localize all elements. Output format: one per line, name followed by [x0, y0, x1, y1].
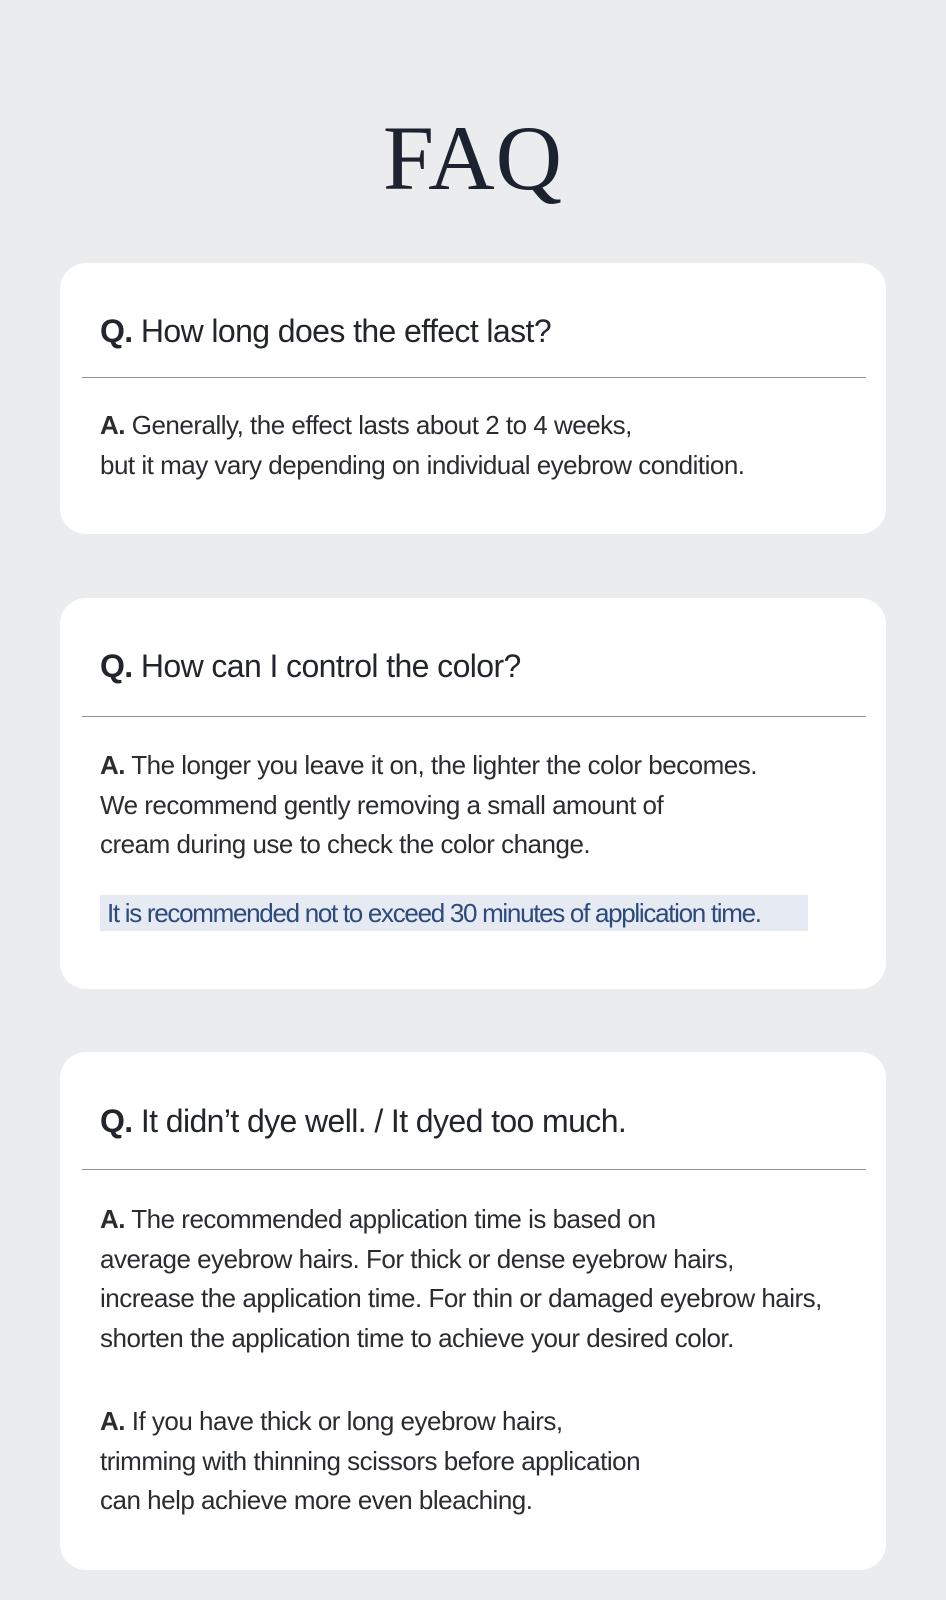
answer-line: shorten the application time to achieve your desired color. [100, 1322, 734, 1353]
answer-line [100, 1402, 866, 1442]
question-text: How long does the effect last? [132, 313, 552, 349]
page-title: FAQ [382, 107, 564, 209]
faq-card-dye-result [60, 1052, 886, 1570]
answer-text: The recommended application time is based on [125, 1204, 656, 1234]
faq-answer [100, 406, 866, 485]
faq-question [100, 1101, 866, 1141]
answer-line [100, 746, 866, 786]
faq-card-effect-duration [60, 263, 886, 534]
answer-line: can help achieve more even bleaching. [100, 1485, 533, 1515]
question-prefix: Q. [100, 648, 133, 684]
divider [82, 377, 866, 378]
faq-card-color-control [60, 598, 886, 989]
faq-question [100, 646, 866, 686]
question-text: How can I control the color? [132, 648, 521, 684]
question-text: It didn’t dye well. / It dyed too much. [132, 1103, 627, 1139]
answer-line: trimming with thinning scissors before application [100, 1445, 641, 1476]
answer-prefix: A. [100, 750, 125, 780]
question-prefix: Q. [100, 313, 133, 349]
faq-question [100, 311, 866, 351]
divider [82, 1169, 866, 1170]
answer-line: increase the application time. For thin or damaged eyebrow hairs, [100, 1283, 822, 1313]
answer-line: We recommend gently removing a small amount of [100, 789, 664, 820]
answer-prefix: A. [100, 1406, 125, 1436]
faq-answer [100, 1200, 866, 1358]
answer-prefix: A. [100, 410, 125, 440]
answer-text: If you have thick or long eyebrow hairs, [125, 1406, 563, 1436]
faq-answer [100, 1402, 866, 1521]
answer-line [100, 1200, 866, 1240]
highlight-note: It is recommended not to exceed 30 minutes of application time. [100, 895, 808, 931]
answer-text: Generally, the effect lasts about 2 to 4 weeks, [125, 410, 632, 440]
faq-answer [100, 746, 866, 865]
answer-text: The longer you leave it on, the lighter the color becomes. [125, 750, 757, 780]
question-prefix: Q. [100, 1103, 133, 1139]
answer-line: average eyebrow hairs. For thick or dense eyebrow hairs, [100, 1243, 734, 1274]
answer-prefix: A. [100, 1204, 125, 1234]
answer-line: cream during use to check the color change. [100, 829, 591, 859]
divider [82, 716, 866, 717]
answer-line [100, 406, 866, 446]
answer-line: but it may vary depending on individual eyebrow condition. [100, 449, 745, 480]
